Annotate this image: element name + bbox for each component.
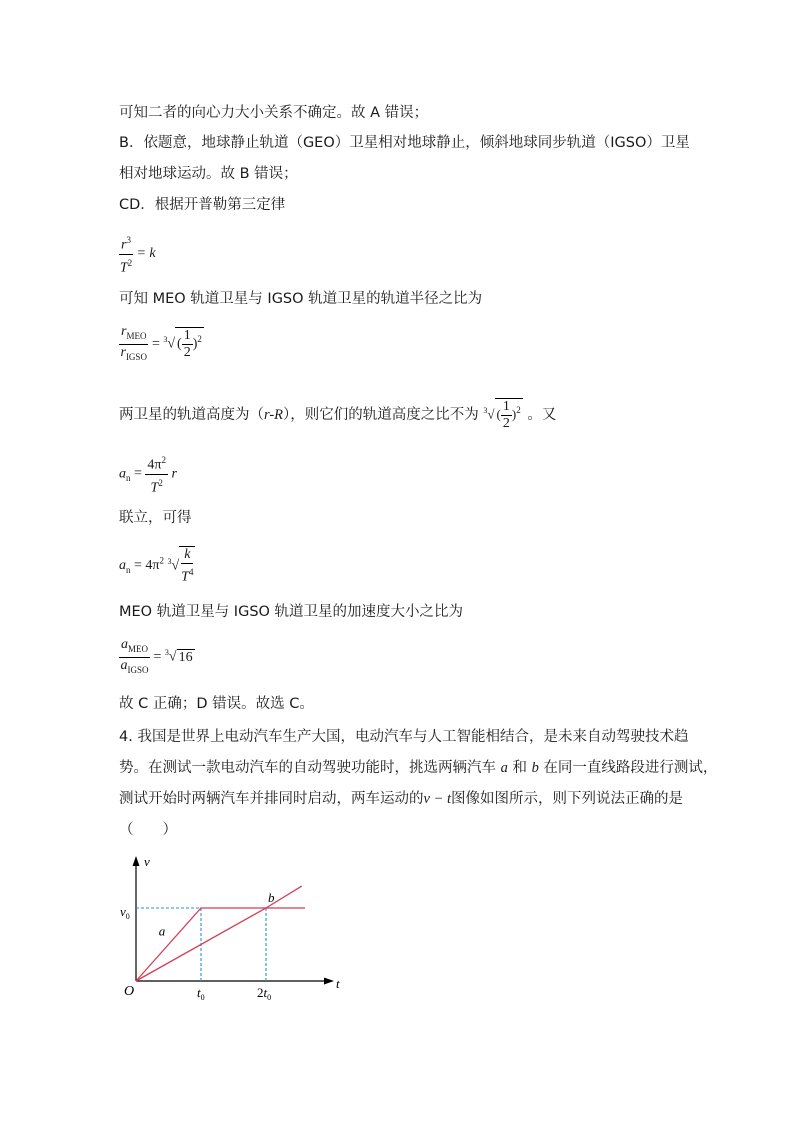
text-line-3: 相对地球运动。故 B 错误；: [119, 166, 298, 182]
series-line-a: [136, 908, 305, 981]
y-axis-arrow: [133, 856, 140, 866]
formula-radius-ratio: $\frac{r_{MEO}}{r_{IGSO}}$ = $^3$√ ( $\frac{1}{2}$ )$^2$: [120, 324, 202, 362]
text-line-6: 两卫星的轨道高度为（r-R），则它们的轨道高度之比不为 $^3$√ ( $\frac{1}{2}$ )$^2$ 。又: [119, 399, 557, 431]
question-line-4: （ ）: [119, 822, 177, 838]
text-line-1: 可知二者的向心力大小关系不确定。故 A 错误；: [119, 105, 429, 121]
text-line-7: 联立，可得: [119, 510, 192, 526]
origin-label: O: [124, 984, 135, 999]
text-line-9: 故 C 正确；D 错误。故选 C。: [119, 696, 314, 712]
question-line-1: 4. 我国是世界上电动汽车生产大国，电动汽车与人工智能相结合，是未来自动驾驶技术趋: [119, 729, 689, 745]
text-line-4: CD．根据开普勒第三定律: [119, 197, 286, 213]
chart-axes: [133, 856, 335, 985]
text-line-2: B．依题意，地球静止轨道（GEO）卫星相对地球静止，倾斜地球同步轨道（IGSO）卫星: [119, 135, 690, 151]
text-line-5: 可知 MEO 轨道卫星与 IGSO 轨道卫星的轨道半径之比为: [119, 291, 483, 307]
formula-kepler: $\frac{r^3}{T^2}$ = k: [119, 232, 156, 276]
x-tick-t0: $t_0$: [197, 985, 205, 1002]
vt-graph: [110, 850, 360, 1010]
series-label-b: b: [268, 890, 275, 905]
y-axis-label: v: [144, 854, 150, 869]
formula-acceleration-ratio: $\frac{a_{MEO}}{a_{IGSO}}$ = $^3$√ 16: [120, 637, 193, 675]
x-axis-arrow: [324, 978, 334, 985]
series-label-a: a: [158, 923, 166, 939]
x-tick-2t0: $2t_0$: [257, 985, 272, 1002]
formula-acceleration-combined: $a_n = 4\pi^2$ $^3$√ $\frac{k}{T^4}$: [119, 547, 194, 585]
formula-acceleration: $a_n$ = $\frac{4\pi^2}{T^2}$ r: [119, 452, 177, 496]
question-line-2: 势。在测试一款电动汽车的自动驾驶功能时，挑选两辆汽车 a 和 b 在同一直线路段进行测试，: [119, 760, 718, 776]
y-tick-v0: $v_0$: [120, 904, 130, 921]
x-axis-label: t: [336, 976, 340, 991]
question-line-3: 测试开始时两辆汽车并排同时启动，两车运动的v − t图像如图所示，则下列说法正确的是: [119, 791, 683, 807]
text-line-8: MEO 轨道卫星与 IGSO 轨道卫星的加速度大小之比为: [119, 604, 464, 620]
